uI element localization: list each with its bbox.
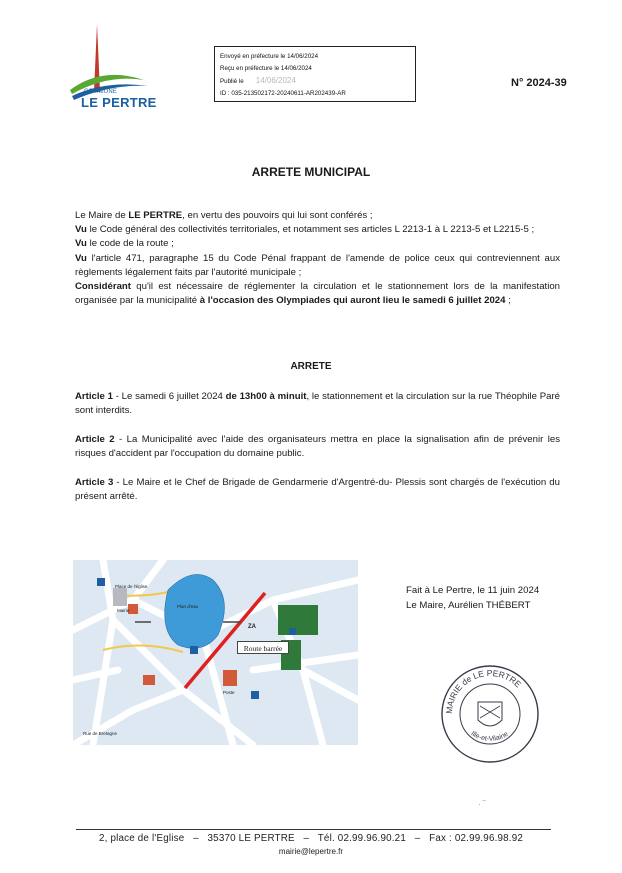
- map-label-mairie: Mairie: [117, 608, 130, 613]
- preamble-vu-2: [75, 237, 560, 251]
- cons-text: qu'il est nécessaire de réglementer la circulation et le stationnement lors de la manifestation organisée par la municipalité: [75, 281, 560, 307]
- stadium: [278, 605, 318, 635]
- preamble-considerant: [75, 280, 560, 308]
- article-3-label: Article 3: [75, 477, 114, 488]
- mairie-building: [128, 604, 138, 614]
- scan-mark: · ‾: [478, 800, 486, 809]
- document-title: ARRETE MUNICIPAL: [251, 165, 371, 179]
- article-1-bold: de 13h00 à minuit: [225, 391, 307, 402]
- vu3-text: l'article 471, paragraphe 15 du Code Pénal frappant de l'amende de police ceux qui contreviennent aux règlements légalement faits par l'autorité municipale ;: [75, 252, 560, 278]
- building-poste: [223, 670, 237, 686]
- vu2-bold: Vu: [75, 238, 87, 250]
- preamble-vu-3: [75, 252, 560, 280]
- article-2: [75, 433, 560, 461]
- footer-email: mairie@lepertre.fr: [278, 847, 344, 856]
- mairie-seal: [438, 662, 542, 766]
- stamp-publie-label: Publié le: [220, 78, 244, 85]
- preamble: [75, 209, 560, 308]
- article-1: [75, 390, 560, 418]
- article-2-label: Article 2: [75, 434, 115, 445]
- vu1-text: le Code général des collectivités territoriales, et notamment ses articles L 2213-1 à L 2213-5 et L2215-5 ;: [86, 224, 535, 236]
- vu2-text: le code de la route ;: [86, 238, 174, 250]
- maire-bold: LE PERTRE: [128, 210, 183, 221]
- article-1-post: , le stationnement et la circulation sur la rue Théophile Paré sont interdits.: [75, 391, 560, 417]
- signature-place-date: Fait à Le Pertre, le 11 juin 2024: [406, 585, 540, 596]
- cons-bold: Considérant: [75, 281, 131, 293]
- stamp-envoye: Envoyé en préfecture le 14/06/2024: [220, 53, 319, 60]
- map-label-za: ZA: [248, 624, 256, 630]
- article-1-label: Article 1: [75, 391, 113, 402]
- article-1-pre: - Le samedi 6 juillet 2024: [112, 391, 226, 402]
- arrete-number: N° 2024-39: [511, 77, 567, 89]
- prefecture-stamp: [214, 46, 416, 102]
- logo-commune-text: COMMUNE: [84, 89, 118, 95]
- article-3-text: - Le Maire et le Chef de Brigade de Gendarmerie d'Argentré-du- Plessis sont chargés de l'exécution du présent arrêté.: [75, 477, 560, 503]
- logo-name-text: LE PERTRE: [81, 95, 157, 110]
- parking-icon: [190, 646, 198, 654]
- map-label-poste: Poste: [223, 690, 235, 695]
- stamp-id: ID : 035-213502172-20240611-AR202439-AR: [220, 90, 346, 97]
- map-label-rue-bretagne: Rue de Bretagne: [83, 731, 118, 736]
- maire-pre: Le Maire de: [75, 210, 129, 221]
- maire-post: , en vertu des pouvoirs qui lui sont conférés ;: [182, 210, 373, 221]
- plan-eau-lake: [165, 574, 225, 648]
- route-barree-label: Route barrée: [237, 641, 289, 654]
- parking-icon-2: [251, 691, 259, 699]
- seal-outer-ring: [442, 666, 538, 762]
- seal-inner-ring: [460, 684, 520, 744]
- building-salle: [143, 675, 155, 685]
- seal-top-text: [444, 668, 524, 714]
- article-3: [75, 476, 560, 504]
- arrete-heading: ARRETE: [290, 361, 332, 372]
- preamble-vu-1: [75, 223, 560, 237]
- church: [113, 588, 127, 606]
- article-2-text: - La Municipalité avec l'aide des organisateurs mettra en place la signalisation afin de prévenir les risques d'accident par l'occupation du domaine public.: [75, 434, 560, 460]
- info-icon: [97, 578, 105, 586]
- footer-divider: [76, 829, 551, 830]
- stamp-publie: [220, 75, 415, 88]
- seal-bottom-path: Ille-et-Vilaine: [469, 730, 510, 743]
- map-label-place-eglise: Place de l'église: [115, 584, 148, 589]
- seal-top-path: MAIRIE de LE PERTRE: [443, 667, 524, 715]
- sport-icon: [289, 628, 296, 635]
- footer-address: 2, place de l'Eglise – 35370 LE PERTRE – Tél. 02.99.96.90.21 – Fax : 02.99.96.98.92: [98, 833, 524, 844]
- preamble-maire: [75, 209, 560, 223]
- cons-end: ;: [505, 295, 511, 307]
- seal-shield-icon: [478, 702, 502, 726]
- map-label-plan-eau: Plan d'eau: [177, 604, 199, 609]
- cons-bold2: à l'occasion des Olympiades qui auront lieu le samedi 6 juillet 2024: [199, 295, 506, 307]
- signature-signer: Le Maire, Aurélien THÉBERT: [406, 600, 531, 611]
- street-map: [73, 560, 358, 745]
- stamp-publie-date: 14/06/2024: [255, 76, 296, 85]
- vu1-bold: Vu: [75, 224, 87, 236]
- stamp-recu: Reçu en préfecture le 14/06/2024: [220, 65, 312, 72]
- vu3-bold: Vu: [75, 252, 87, 264]
- seal-cross: [480, 706, 500, 718]
- signature-block: [406, 583, 539, 613]
